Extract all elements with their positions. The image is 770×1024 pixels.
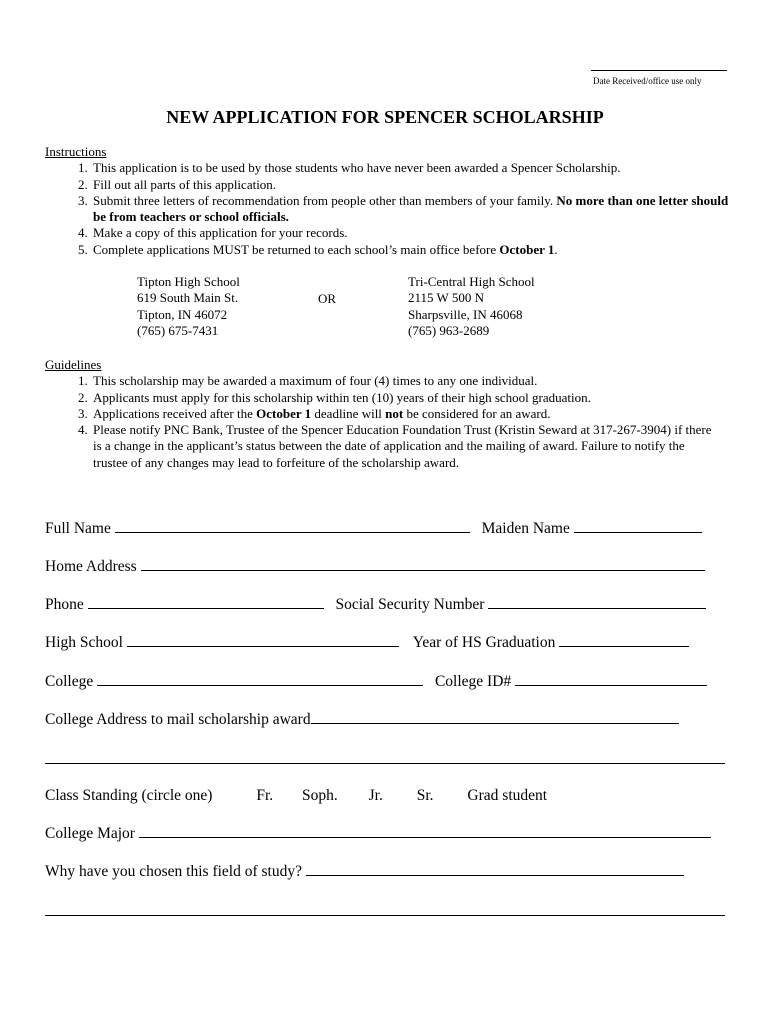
college-field[interactable]	[97, 673, 423, 686]
school-phone: (765) 675-7431	[137, 322, 219, 338]
why-field-row	[45, 863, 684, 881]
school-city: Sharpsville, IN 46068	[408, 306, 523, 322]
college-major-label: College Major	[45, 825, 135, 842]
home-address-row	[45, 558, 705, 576]
guidelines-section	[45, 357, 735, 471]
class-option-fr[interactable]: Fr.	[256, 787, 274, 804]
instruction-item: 2. Fill out all parts of this application.	[91, 177, 735, 193]
why-field-label: Why have you chosen this field of study?	[45, 863, 302, 880]
or-label: OR	[318, 291, 337, 306]
school-street: 619 South Main St.	[137, 290, 239, 306]
maiden-name-label: Maiden Name	[481, 520, 570, 537]
instructions-list	[45, 160, 735, 258]
college-id-label: College ID#	[434, 673, 512, 690]
class-standing-label: Class Standing (circle one)	[45, 787, 213, 804]
college-address-field-line-2[interactable]	[45, 763, 725, 764]
phone-field[interactable]	[88, 596, 324, 609]
college-major-field[interactable]	[139, 825, 711, 838]
instruction-item: 1. This application is to be used by those students who have never been awarded a Spencer Scholarship.	[91, 160, 735, 176]
full-name-label: Full Name	[45, 520, 111, 537]
instruction-item: 4. Make a copy of this application for your records.	[91, 225, 735, 241]
class-option-grad[interactable]: Grad student	[467, 787, 548, 804]
guidelines-list	[45, 373, 735, 471]
instructions-section	[45, 144, 735, 258]
home-address-field[interactable]	[141, 558, 705, 571]
college-row	[45, 673, 707, 691]
school-name: Tri-Central High School	[408, 274, 535, 289]
hs-grad-year-label: Year of HS Graduation	[412, 634, 556, 651]
high-school-row	[45, 634, 689, 652]
hs-grad-year-field[interactable]	[559, 634, 689, 647]
maiden-name-field[interactable]	[574, 520, 702, 533]
college-address-field[interactable]	[311, 711, 679, 724]
guideline-item: 1. This scholarship may be awarded a maximum of four (4) times to any one individual.	[91, 373, 735, 389]
guideline-item: 2. Applicants must apply for this scholarship within ten (10) years of their high school graduation.	[91, 390, 735, 406]
instruction-item: 3. Submit three letters of recommendation from people other than members of your family. No more than one letter should be from teachers or school officials.	[91, 193, 735, 226]
college-label: College	[45, 673, 94, 690]
why-field-line-2[interactable]	[45, 915, 725, 916]
college-id-field[interactable]	[515, 673, 707, 686]
phone-label: Phone	[45, 596, 84, 613]
page-title: NEW APPLICATION FOR SPENCER SCHOLARSHIP	[166, 107, 604, 127]
class-option-sr[interactable]: Sr.	[416, 787, 434, 804]
high-school-field[interactable]	[127, 634, 399, 647]
class-standing-row	[45, 787, 547, 805]
school-name: Tipton High School	[137, 274, 240, 289]
school-phone: (765) 963-2689	[408, 322, 490, 338]
college-address-label: College Address to mail scholarship award	[45, 711, 311, 728]
school-city: Tipton, IN 46072	[137, 306, 228, 322]
home-address-label: Home Address	[45, 558, 137, 575]
office-use-line	[591, 70, 727, 71]
school-street: 2115 W 500 N	[408, 290, 484, 306]
high-school-label: High School	[45, 634, 123, 651]
ssn-field[interactable]	[488, 596, 706, 609]
instruction-item: 5. Complete applications MUST be returned to each school’s main office before October 1.	[91, 242, 735, 258]
college-major-row	[45, 825, 711, 843]
full-name-field[interactable]	[115, 520, 470, 533]
tipton-address	[137, 274, 240, 339]
ssn-label: Social Security Number	[335, 596, 485, 613]
guideline-item: 4. Please notify PNC Bank, Trustee of the Spencer Education Foundation Trust (Kristin Seward at 317-267-3904) if there is a change in the applicant’s status between the date of application and the mailing of award. Failure to notify the trustee of any changes may lead to forfeiture of the scholarship award.	[91, 422, 735, 471]
college-address-row	[45, 711, 679, 729]
office-use-label: Date Received/office use only	[593, 76, 702, 86]
tri-central-address	[408, 274, 535, 339]
guidelines-heading: Guidelines	[45, 357, 102, 372]
full-name-row	[45, 520, 702, 538]
phone-row	[45, 596, 706, 614]
class-option-soph[interactable]: Soph.	[302, 787, 338, 804]
why-field-field[interactable]	[306, 863, 684, 876]
class-option-jr[interactable]: Jr.	[368, 787, 383, 804]
guideline-item: 3. Applications received after the October 1 deadline will not be considered for an award.	[91, 406, 735, 422]
instructions-heading: Instructions	[45, 144, 107, 159]
